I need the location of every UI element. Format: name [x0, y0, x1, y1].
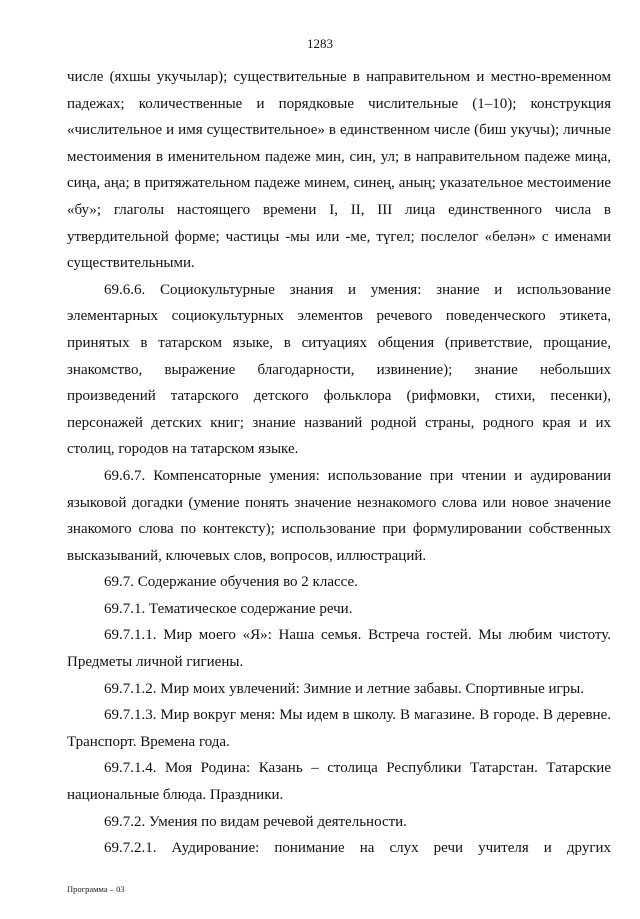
- paragraph-69-7-1-4: 69.7.1.4. Моя Родина: Казань – столица Республики Татарстан. Татарские национальные блюда. Праздники.: [67, 760, 611, 804]
- paragraph-69-7-1-3: 69.7.1.3. Мир вокруг меня: Мы идем в школу. В магазине. В городе. В деревне. Транспорт. Времена года.: [67, 707, 611, 750]
- page-footer: Программа – 03: [67, 884, 125, 894]
- paragraph-69-6-7: 69.6.7. Компенсаторные умения: использование при чтении и аудировании языковой догадки (умение понять значение незнакомого слова или новое значение знакомого слова по контексту); использование при формулировании собственных высказываний, ключевых слов, вопросов, иллюстраций.: [67, 467, 611, 564]
- paragraph-69-7-1: 69.7.1. Тематическое содержание речи.: [104, 600, 353, 617]
- document-body: [67, 64, 611, 862]
- paragraph-69-6-6: 69.6.6. Социокультурные знания и умения: знание и использование элементарных социокультурных элементов речевого поведенческого этикета, принятых в татарском языке, в ситуациях общения (приветствие, прощание, знакомство, выражение благодарности, извинение); знание небольших произведений татарского детского фольклора (рифмовки, стихи, песенки), персонажей детских книг; знание названий родной страны, родного края и их столиц, городов на татарском языке.: [67, 281, 611, 458]
- paragraph-69-7-2-1: 69.7.2.1. Аудирование: понимание на слух речи учителя и других: [104, 840, 611, 857]
- page-number: 1283: [307, 36, 333, 51]
- paragraph-69-7-1-1: 69.7.1.1. Мир моего «Я»: Наша семья. Встреча гостей. Мы любим чистоту. Предметы личной гигиены.: [67, 627, 611, 671]
- paragraph-69-7-1-2: 69.7.1.2. Мир моих увлечений: Зимние и летние забавы. Спортивные игры.: [104, 680, 584, 697]
- paragraph-grammar-continuation: числе (яхшы укучылар); существительные в направительном и местно-временном падежах; количественные и порядковые числительные (1–10); конструкция «числительное и имя существительное» в единственном числе (биш укучы); личные местоимения в именительном падеже мин, син, ул; в направительном падеже миңа, сиңа, аңа; в притяжательном падеже минем, синең, аның; указательное местоимение «бу»; глаголы настоящего времени I, II, III лица единственного числа в утвердительной форме; частицы -мы или -ме, түгел; послелог «белән» с именами существительными.: [67, 69, 611, 272]
- paragraph-69-7-2: 69.7.2. Умения по видам речевой деятельности.: [104, 813, 407, 830]
- paragraph-69-7: 69.7. Содержание обучения во 2 классе.: [104, 574, 358, 591]
